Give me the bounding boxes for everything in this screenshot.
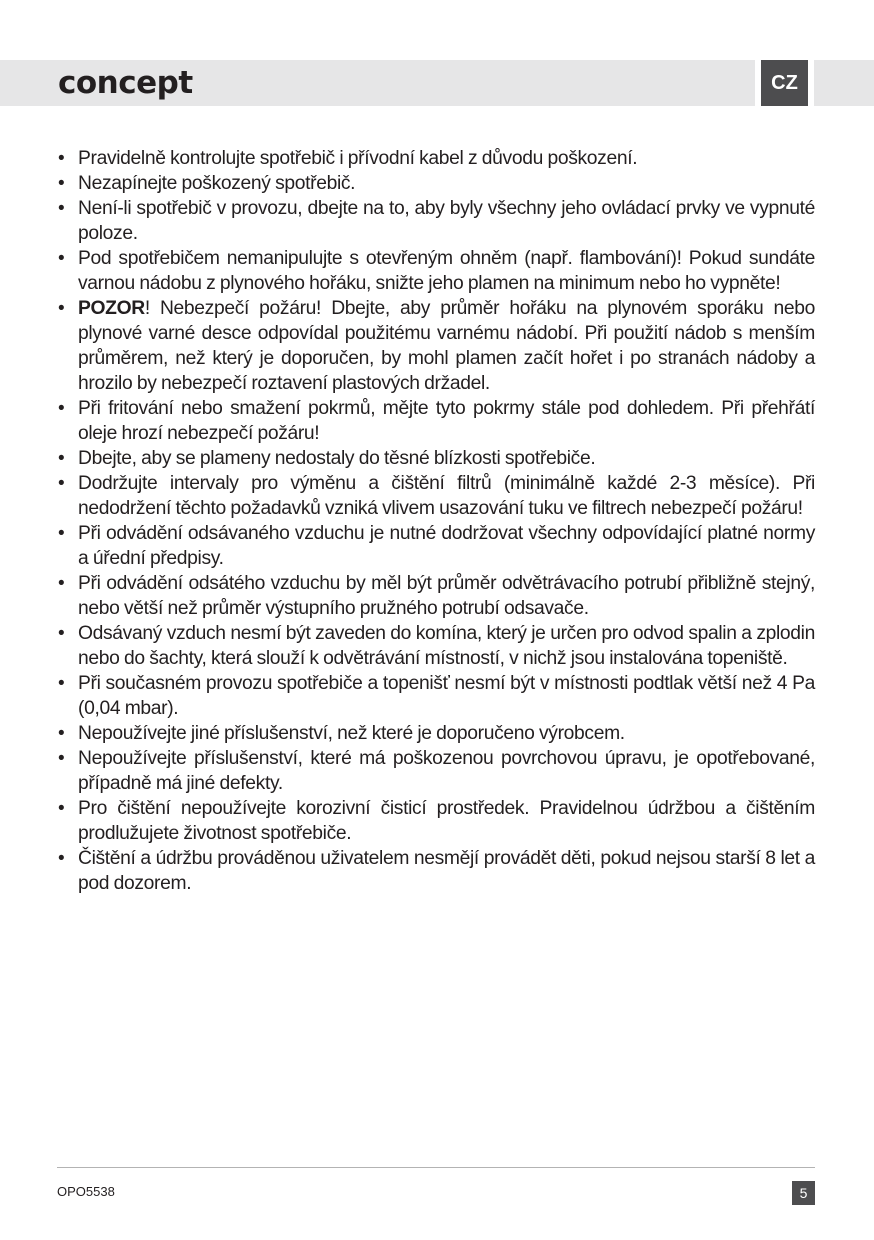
list-item — [57, 746, 815, 796]
list-item-text: Pod spotřebičem nemanipulujte s otevřeným ohněm (např. flambování)! Pokud sundáte varnou nádobu z plynového hořáku, snižte jeho plamen na minimum nebo ho vypněte! — [78, 248, 815, 294]
page-number: 5 — [792, 1181, 815, 1205]
list-item-text: Není-li spotřebič v provozu, dbejte na to, aby byly všechny jeho ovládací prvky ve vypnuté poloze. — [78, 198, 815, 244]
list-item — [57, 671, 815, 721]
list-item-text: Nezapínejte poškozený spotřebič. — [78, 173, 356, 194]
brand-logo: concept — [58, 65, 193, 101]
warning-label: POZOR — [78, 298, 145, 319]
bullet-icon: • — [58, 798, 65, 819]
bullet-icon: • — [58, 748, 65, 769]
bullet-icon: • — [58, 473, 65, 494]
list-item-text: Dodržujte intervaly pro výměnu a čištění filtrů (minimálně každé 2-3 měsíce). Při nedodržení těchto požadavků vzniká vlivem usazování tuku ve filtrech nebezpečí požáru! — [78, 473, 815, 519]
list-item — [57, 571, 815, 621]
bullet-icon: • — [58, 673, 65, 694]
bullet-icon: • — [58, 723, 65, 744]
list-item — [57, 721, 815, 746]
bullet-icon: • — [58, 248, 65, 269]
list-item — [57, 396, 815, 446]
language-badge: CZ — [761, 60, 808, 106]
bullet-icon: • — [58, 523, 65, 544]
bullet-icon: • — [58, 173, 65, 194]
list-item-text: Pravidelně kontrolujte spotřebič i přívodní kabel z důvodu poškození. — [78, 148, 638, 169]
list-item-text: Při odvádění odsávaného vzduchu je nutné dodržovat všechny odpovídající platné normy a úřední předpisy. — [78, 523, 815, 569]
bullet-icon: • — [58, 298, 65, 319]
list-item-text: ! Nebezpečí požáru! Dbejte, aby průměr hořáku na plynovém sporáku nebo plynové varné desce odpovídal použitému varnému nádobí. Při použití nádob s menším průměrem, než který je doporučen, by mohl plamen začít hořet i po stranách nádoby a hrozilo by nebezpečí roztavení plastových držadel. — [78, 298, 815, 394]
list-item — [57, 146, 815, 171]
bullet-icon: • — [58, 448, 65, 469]
bullet-icon: • — [58, 848, 65, 869]
header-separator-right — [808, 60, 814, 106]
list-item — [57, 471, 815, 521]
list-item — [57, 621, 815, 671]
list-item-text: Odsávaný vzduch nesmí být zaveden do komína, který je určen pro odvod spalin a zplodin nebo do šachty, která slouží k odvětrávání místností, v nichž jsou instalována topeniště. — [78, 623, 815, 669]
bullet-icon: • — [58, 148, 65, 169]
list-item-text: Nepoužívejte příslušenství, které má poškozenou povrchovou úpravu, je opotřebované, případně má jiné defekty. — [78, 748, 815, 794]
list-item-text: Čištění a údržbu prováděnou uživatelem nesmějí provádět děti, pokud nejsou starší 8 let a pod dozorem. — [78, 848, 815, 894]
list-item — [57, 446, 815, 471]
list-item-text: Dbejte, aby se plameny nedostaly do těsné blízkosti spotřebiče. — [78, 448, 596, 469]
list-item — [57, 171, 815, 196]
footer-divider — [57, 1167, 815, 1168]
bullet-list — [57, 146, 815, 896]
list-item — [57, 296, 815, 396]
bullet-icon: • — [58, 398, 65, 419]
safety-instructions — [57, 146, 815, 896]
list-item — [57, 796, 815, 846]
bullet-icon: • — [58, 573, 65, 594]
list-item-text: Při fritování nebo smažení pokrmů, mějte tyto pokrmy stále pod dohledem. Při přehřátí oleje hrozí nebezpečí požáru! — [78, 398, 815, 444]
model-number: OPO5538 — [57, 1184, 115, 1199]
list-item-text: Nepoužívejte jiné příslušenství, než které je doporučeno výrobcem. — [78, 723, 625, 744]
bullet-icon: • — [58, 198, 65, 219]
list-item — [57, 196, 815, 246]
bullet-icon: • — [58, 623, 65, 644]
list-item — [57, 246, 815, 296]
list-item-text: Při odvádění odsátého vzduchu by měl být průměr odvětrávacího potrubí přibližně stejný, nebo větší než průměr výstupního pružného potrubí odsavače. — [78, 573, 815, 619]
list-item-text: Při současném provozu spotřebiče a topenišť nesmí být v místnosti podtlak větší než 4 Pa (0,04 mbar). — [78, 673, 815, 719]
list-item-text: Pro čištění nepoužívejte korozivní čisticí prostředek. Pravidelnou údržbou a čištěním prodlužujete životnost spotřebiče. — [78, 798, 815, 844]
list-item — [57, 846, 815, 896]
list-item — [57, 521, 815, 571]
